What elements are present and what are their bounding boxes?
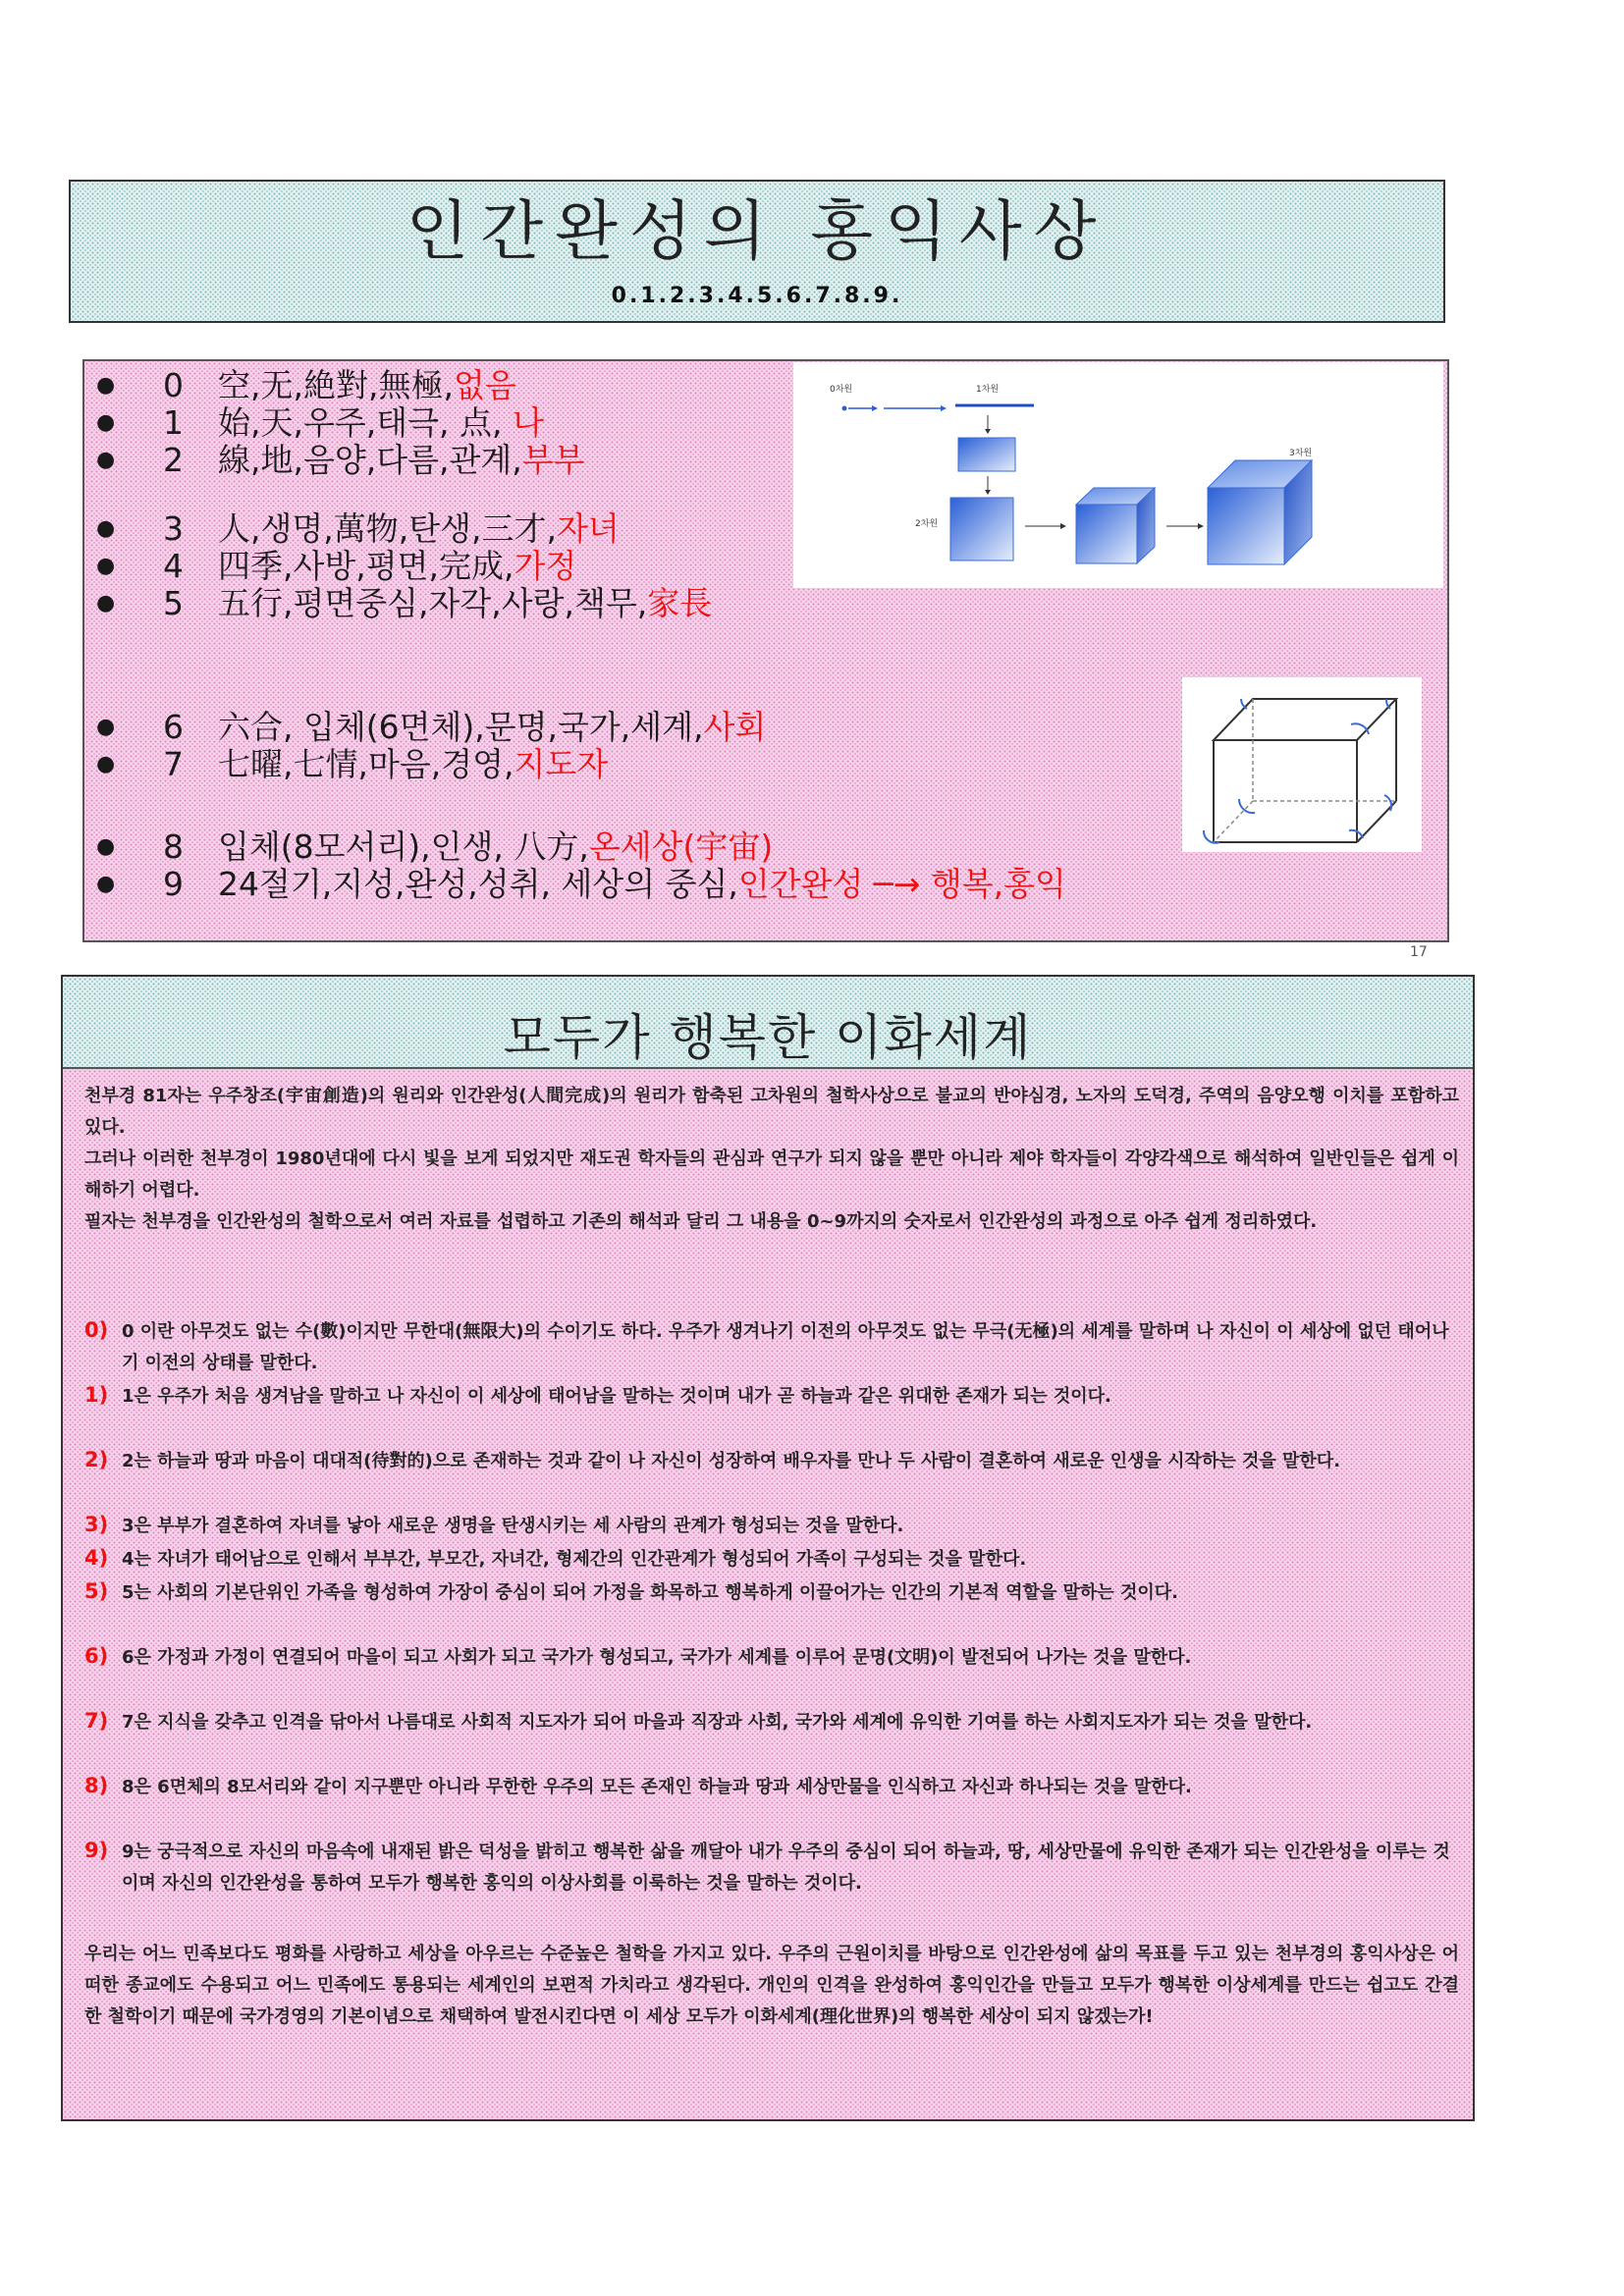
numbered-item: 9) 9는 궁극적으로 자신의 마음속에 내재된 밝은 덕성을 밝히고 행복한 삶을 깨달아 내가 우주의 중심이 되어 하늘과, 땅, 세상만물에 유익한 존재가 되는 인간완성을 이루는 것이며 자신의 인간완성을 통하여 모두가 행복한 홍익의 이상사회를 이룩하는 것을 말하는 것이다.: [84, 1839, 1450, 1894]
list-item: ● 1 始,天,우주,태극, 点, 나: [96, 403, 544, 442]
label-dim0: 0차원: [830, 385, 853, 395]
bullet-icon: ●: [96, 516, 116, 541]
list-item: ● 5 五行,평면중심,자각,사랑,책무,家長: [96, 584, 713, 622]
dimensions-figure: [793, 362, 1443, 588]
closing-paragraph: 우리는 어느 민족보다도 평화를 사랑하고 세상을 아우르는 수준높은 철학을 가지고 있다. 우주의 근원이치를 바탕으로 인간완성에 삶의 목표를 두고 있는 천부경의 홍익사상은 어떠한 종교에도 수용되고 어느 민족에도 통용되는 세계인의 보편적 가치라고 생각된다. 개인의 인격을 완성하여 홍익인간을 만들고 모두가 행복한 이상세계를 만드는 쉽고도 간결한 철학이기 때문에 국가경영의 기본이념으로 채택하여 발전시킨다면 이 세상 모두가 이화세계(理化世界)의 행복한 세상이 되지 않겠는가!: [84, 1944, 1459, 2027]
list-item: ● 3 人,생명,萬物,탄생,三才,자녀: [96, 509, 620, 548]
cube-figure: [1182, 677, 1422, 852]
numbered-item: 2) 2는 하늘과 땅과 마음이 대대적(待對的)으로 존재하는 것과 같이 나 자신이 성장하여 배우자를 만나 두 사람이 결혼하여 새로운 인생을 시작하는 것을 말한다.: [84, 1448, 1341, 1471]
numbered-item: 8) 8은 6면체의 8모서리와 같이 지구뿐만 아니라 무한한 우주의 모든 존재인 하늘과 땅과 세상만물을 인식하고 자신과 하나되는 것을 말한다.: [84, 1774, 1192, 1797]
label-dim3: 3차원: [1289, 449, 1313, 458]
bullet-icon: ●: [96, 715, 116, 739]
numbered-item: 7) 7은 지식을 갖추고 인격을 닦아서 나름대로 사회적 지도자가 되어 마을과 직장과 사회, 국가와 세계에 유익한 기여를 하는 사회지도자가 되는 것을 말한다.: [84, 1709, 1313, 1733]
label-dim2: 2차원: [915, 519, 939, 529]
slide1-title-box: [69, 180, 1445, 323]
numbered-item: 4) 4는 자녀가 태어남으로 인해서 부부간, 부모간, 자녀간, 형제간의 인간관계가 형성되어 가족이 구성되는 것을 말한다.: [84, 1546, 1027, 1570]
slide2-title-bar: [63, 977, 1473, 1069]
bullet-icon: ●: [96, 872, 116, 896]
list-item: ● 9 24절기,지성,완성,성취, 세상의 중심,인간완성 ─→ 행복,홍익: [96, 865, 1066, 903]
numbered-item: 0) 0 이란 아무것도 없는 수(數)이지만 무한대(無限大)의 수이기도 하다. 우주가 생겨나기 이전의 아무것도 없는 무극(无極)의 세계를 말하며 나 자신이 이 세상에 없던 태어나기 이전의 상태를 말한다.: [84, 1318, 1449, 1373]
bullet-icon: ●: [96, 448, 116, 472]
intro-paragraph: 필자는 천부경을 인간완성의 철학으로서 여러 자료를 섭렵하고 기존의 해석과 달리 그 내용을 0~9까지의 숫자로서 인간완성의 과정으로 아주 쉽게 정리하였다.: [84, 1211, 1318, 1232]
intro-paragraph: 천부경 81자는 우주창조(宇宙創造)의 원리와 인간완성(人間完成)의 원리가 함축된 고차원의 철학사상으로 불교의 반야심경, 노자의 도덕경, 주역의 음양오행 이치를 포함하고 있다.: [84, 1086, 1459, 1138]
bullet-icon: ●: [96, 591, 116, 615]
intro-paragraph: 그러나 이러한 천부경이 1980년대에 다시 빛을 보게 되었지만 재도권 학자들의 관심과 연구가 되지 않을 뿐만 아니라 제야 학자들이 각양각색으로 해석하여 일반인들은 쉽게 이해하기 어렵다.: [84, 1148, 1459, 1201]
numbered-item: 6) 6은 가정과 가정이 연결되어 마을이 되고 사회가 되고 국가가 형성되고, 국가가 세계를 이루어 문명(文明)이 발전되어 나가는 것을 말한다.: [84, 1644, 1192, 1668]
slide1-title: 인간완성의 홍익사상: [406, 193, 1109, 269]
label-dim1: 1차원: [976, 385, 1000, 395]
list-item: ● 0 空,无,絶對,無極,없음: [96, 366, 516, 404]
bullet-icon: ●: [96, 554, 116, 578]
numbered-item: 1) 1은 우주가 처음 생겨남을 말하고 나 자신이 이 세상에 태어남을 말하는 것이며 내가 곧 하늘과 같은 위대한 존재가 되는 것이다.: [84, 1383, 1111, 1407]
list-item: ● 7 七曜,七情,마음,경영,지도자: [96, 745, 609, 783]
slide1-subtitle: 0.1.2.3.4.5.6.7.8.9.: [611, 284, 903, 308]
numbered-item: 3) 3은 부부가 결혼하여 자녀를 낳아 새로운 생명을 탄생시키는 세 사람의 관계가 형성되는 것을 말한다.: [84, 1513, 904, 1536]
bullet-icon: ●: [96, 752, 116, 776]
bullet-icon: ●: [96, 410, 116, 435]
list-item: ● 2 線,地,음양,다름,관계,부부: [96, 441, 585, 479]
bullet-icon: ●: [96, 834, 116, 859]
list-item: ● 4 四季,사방,평면,完成,가정: [96, 547, 577, 585]
numbered-item: 5) 5는 사회의 기본단위인 가족을 형성하여 가장이 중심이 되어 가정을 화목하고 행복하게 이끌어가는 인간의 기본적 역할을 말하는 것이다.: [84, 1579, 1178, 1603]
bullet-icon: ●: [96, 373, 116, 398]
slide2-box: [61, 975, 1475, 2121]
slide2-title: 모두가 행복한 이화세계: [503, 1009, 1033, 1066]
page-number: 17: [1410, 944, 1428, 960]
list-item: ● 6 六合, 입체(6면체),문명,국가,세계,사회: [96, 708, 767, 746]
slide2-body: [63, 1069, 1473, 2119]
list-item: ● 8 입체(8모서리),인생, 八方,온세상(宇宙): [96, 828, 774, 866]
